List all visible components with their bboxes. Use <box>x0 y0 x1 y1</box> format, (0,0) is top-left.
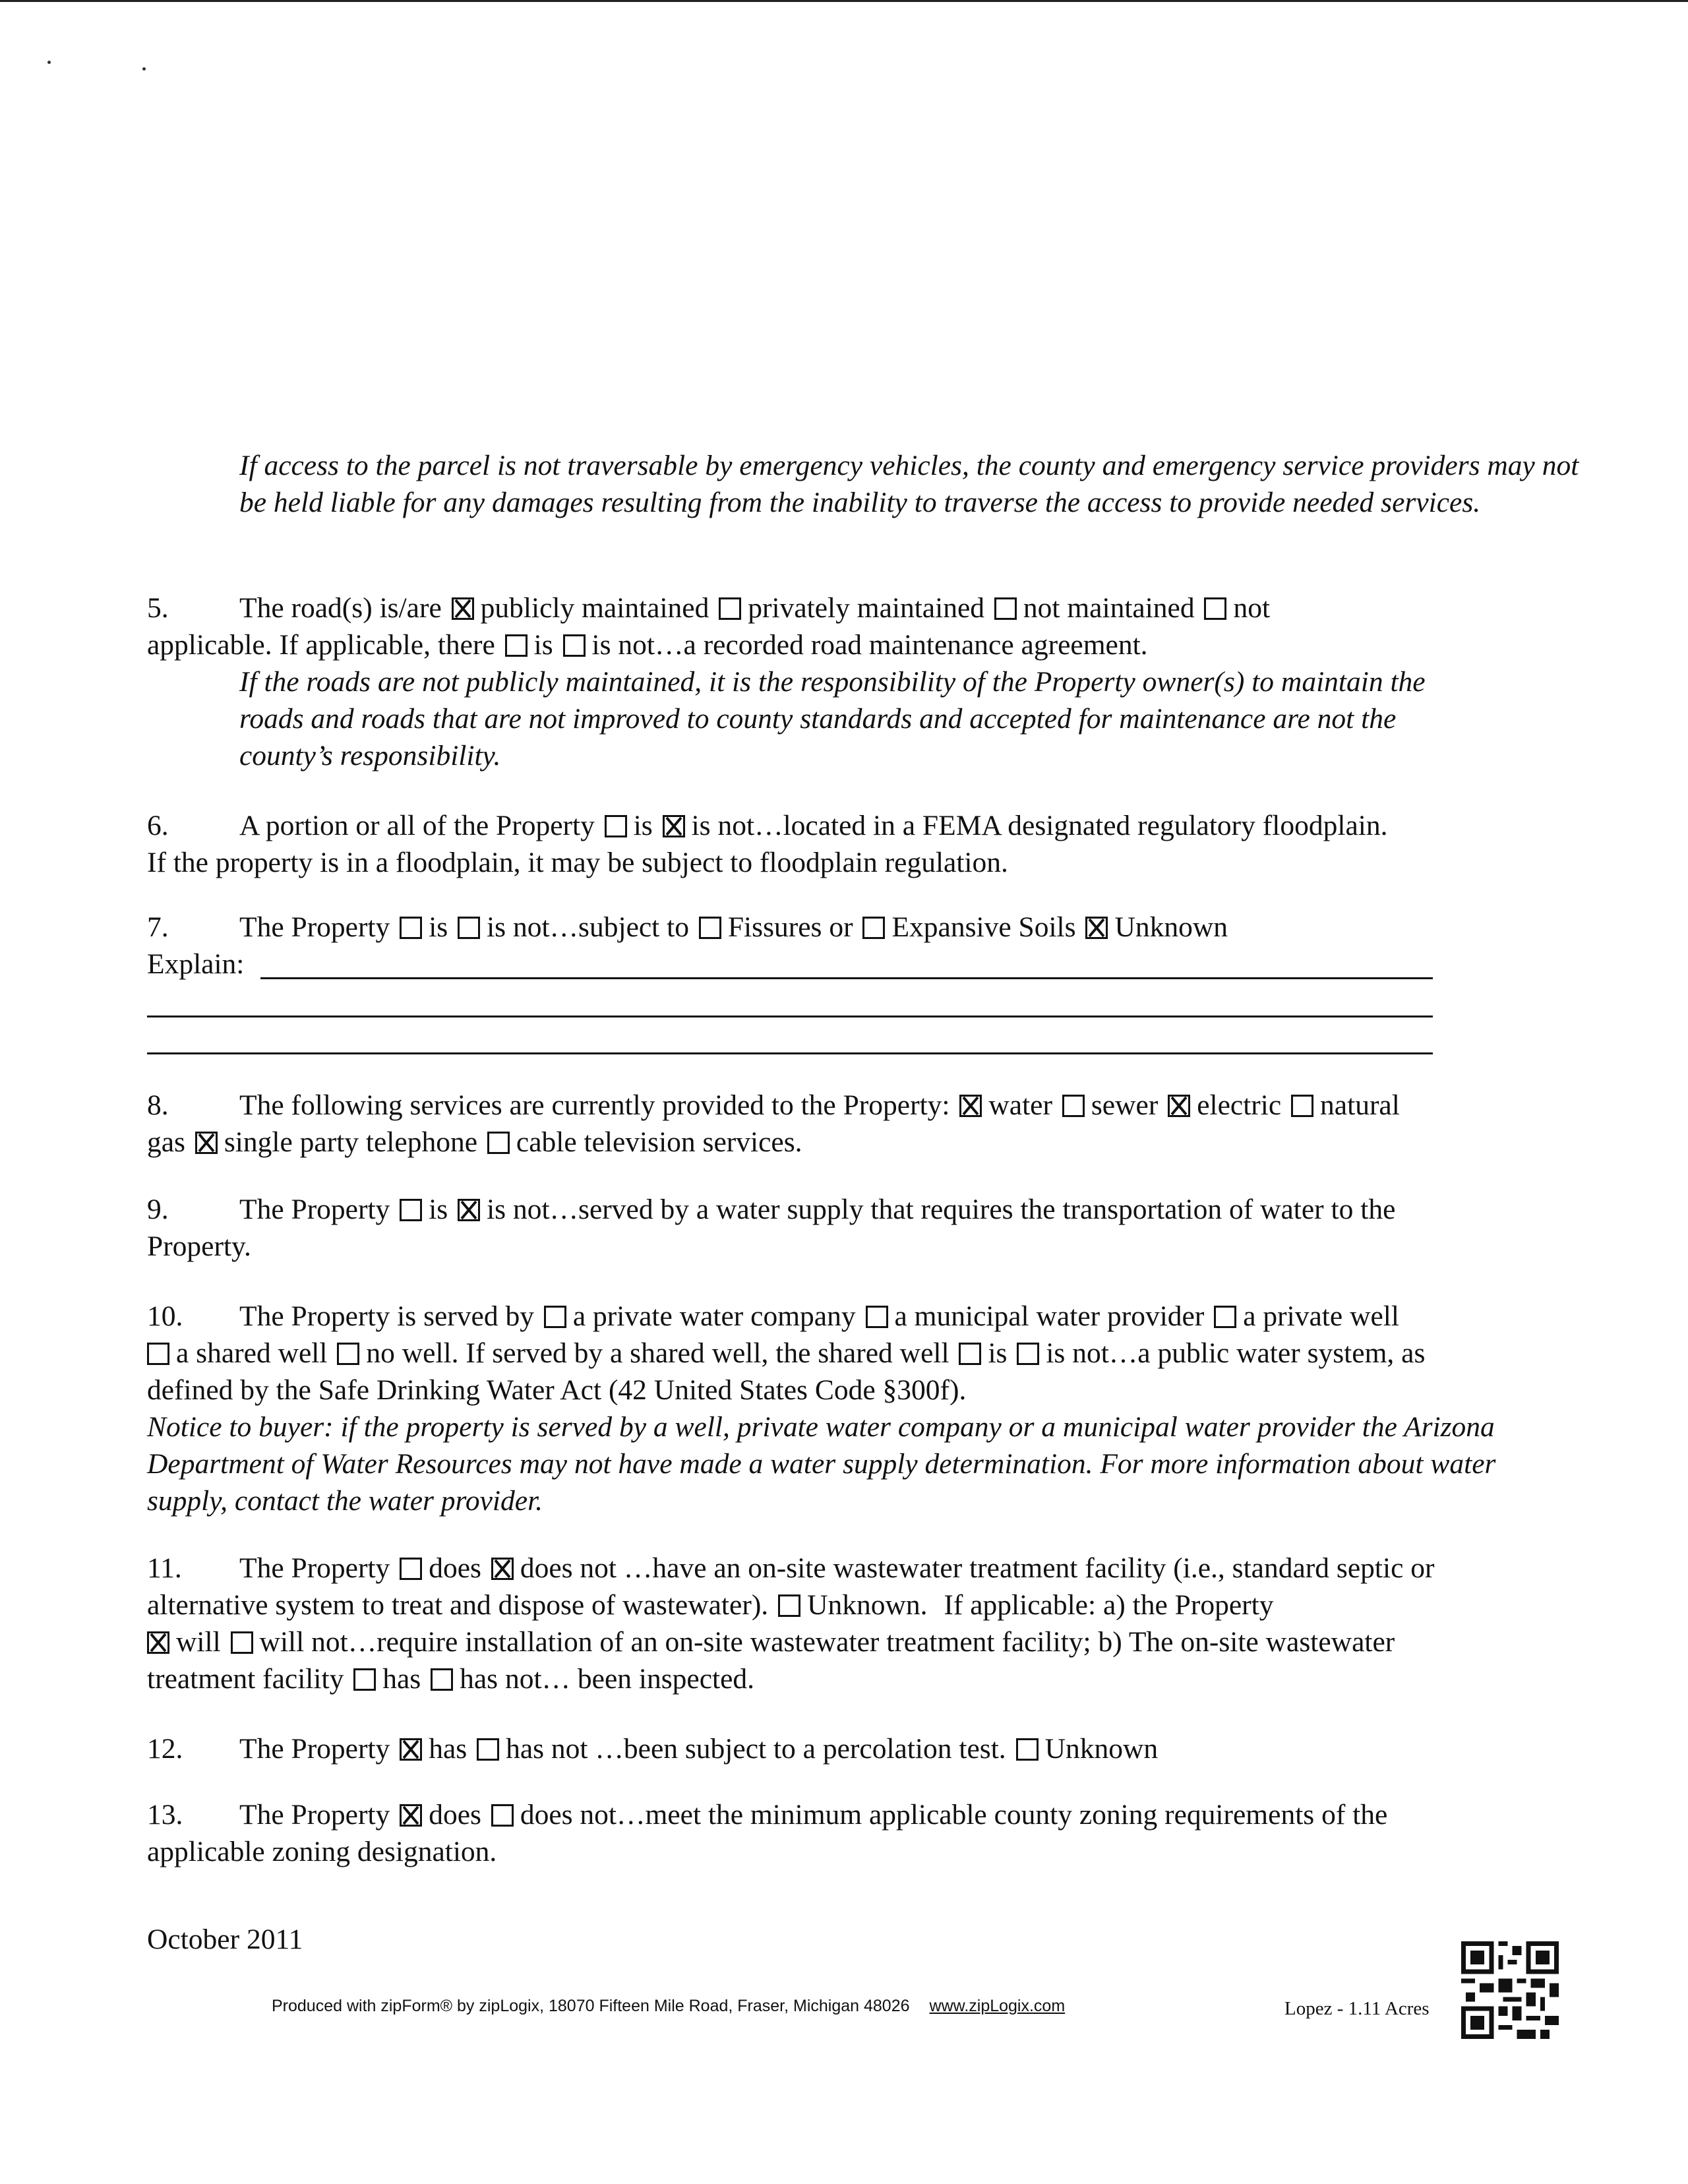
qr-code-icon <box>1461 1941 1559 2039</box>
item-12 <box>147 1730 1584 1767</box>
item-lead: The Property <box>239 1552 390 1584</box>
item-10 <box>147 1298 1584 1519</box>
sewer-service-checkbox[interactable] <box>1062 1095 1085 1117</box>
wastewater-unknown-checkbox[interactable] <box>778 1594 800 1617</box>
option-label: is not…subject to <box>487 911 689 943</box>
item-number: 11. <box>147 1552 182 1584</box>
option-label: natural <box>1320 1089 1400 1121</box>
option-label: does <box>429 1799 481 1831</box>
percolation-has-not-checkbox[interactable] <box>477 1738 499 1761</box>
item-text: Property. <box>147 1230 251 1262</box>
agreement-is-not-checkbox[interactable] <box>563 634 586 657</box>
water-transport-is-checkbox[interactable] <box>400 1199 422 1221</box>
floodplain-is-checkbox[interactable] <box>605 815 627 837</box>
option-label: is not…a public water system, as <box>1046 1337 1426 1369</box>
item-text: If the property is in a floodplain, it may be subject to floodplain regulation. <box>147 847 1008 878</box>
document-name: Lopez - 1.11 Acres <box>1284 1998 1430 2019</box>
form-date: October 2011 <box>147 1924 303 1955</box>
option-label: not <box>1233 592 1271 624</box>
item-lead: A portion or all of the Property <box>239 810 595 841</box>
shared-well-checkbox[interactable] <box>147 1343 169 1365</box>
option-label: Unknown. <box>807 1589 928 1621</box>
item-lead: The Property <box>239 1799 390 1831</box>
soils-is-not-checkbox[interactable] <box>458 917 480 939</box>
item-7 <box>147 909 1584 983</box>
option-label: water <box>988 1089 1052 1121</box>
item-text: applicable. If applicable, there <box>147 629 495 661</box>
telephone-service-checkbox[interactable] <box>195 1132 218 1154</box>
item-lead: The road(s) is/are <box>239 592 442 624</box>
item-lead: The Property is served by <box>239 1300 534 1332</box>
produced-by-text: Produced with zipForm® by zipLogix, 18070 Fifteen Mile Road, Fraser, Michigan 48026 <box>272 1997 910 2015</box>
option-label: electric <box>1197 1089 1282 1121</box>
municipal-water-checkbox[interactable] <box>866 1306 888 1328</box>
explain-line[interactable] <box>147 1016 1433 1017</box>
inspected-has-checkbox[interactable] <box>353 1668 376 1691</box>
option-label: has not… been inspected. <box>460 1663 755 1695</box>
option-label: Unknown <box>1044 1733 1159 1765</box>
option-label: does not …have an on-site wastewater treatment facility (i.e., standard septic or <box>520 1552 1435 1584</box>
publicly-maintained-checkbox[interactable] <box>452 597 474 620</box>
natural-gas-checkbox[interactable] <box>1291 1095 1313 1117</box>
option-label: single party telephone <box>224 1126 478 1158</box>
no-well-checkbox[interactable] <box>337 1343 359 1365</box>
option-label: is <box>429 1194 448 1225</box>
item-text: gas <box>147 1126 185 1158</box>
explain-label: Explain: <box>147 948 245 980</box>
agreement-is-checkbox[interactable] <box>505 634 528 657</box>
item-number: 13. <box>147 1799 183 1831</box>
option-label: is not…located in a FEMA designated regulatory floodplain. <box>691 810 1388 841</box>
water-supply-notice: Notice to buyer: if the property is served by a well, private water company or a municipal water provider the Arizona Department of Water Resources may not have made a water supply determination. For more information about water supply, contact the water provider. <box>147 1411 1496 1517</box>
item-13 <box>147 1796 1584 1870</box>
expansive-soils-checkbox[interactable] <box>862 917 885 939</box>
item-number: 12. <box>147 1733 183 1765</box>
option-label: is <box>429 911 448 943</box>
item-text: defined by the Safe Drinking Water Act (42 United States Code §300f). <box>147 1374 967 1406</box>
option-label: does <box>429 1552 481 1584</box>
item-text: applicable zoning designation. <box>147 1836 497 1867</box>
item-number: 6. <box>147 810 169 841</box>
option-label: cable television services. <box>516 1126 802 1158</box>
wastewater-does-checkbox[interactable] <box>400 1558 422 1580</box>
option-label: a private water company <box>572 1300 856 1332</box>
cable-service-checkbox[interactable] <box>487 1132 510 1154</box>
fissures-checkbox[interactable] <box>699 917 721 939</box>
option-label: a shared well <box>176 1337 328 1369</box>
item-lead: The Property <box>239 1733 390 1765</box>
item-lead: The following services are currently provided to the Property: <box>239 1089 950 1121</box>
item-5 <box>147 590 1584 774</box>
installation-will-not-checkbox[interactable] <box>231 1631 253 1654</box>
item-8 <box>147 1087 1584 1161</box>
scan-speck <box>47 61 51 64</box>
public-system-is-not-checkbox[interactable] <box>1017 1343 1039 1365</box>
water-service-checkbox[interactable] <box>959 1095 982 1117</box>
option-label: privately maintained <box>748 592 984 624</box>
floodplain-is-not-checkbox[interactable] <box>663 815 685 837</box>
electric-service-checkbox[interactable] <box>1168 1095 1190 1117</box>
option-label: a private well <box>1243 1300 1399 1332</box>
option-label: is <box>533 629 553 661</box>
top-border-line <box>0 0 1688 2</box>
wastewater-does-not-checkbox[interactable] <box>491 1558 514 1580</box>
option-label: does not…meet the minimum applicable county zoning requirements of the <box>520 1799 1388 1831</box>
zoning-does-not-checkbox[interactable] <box>491 1804 514 1827</box>
option-label: a municipal water provider <box>894 1300 1205 1332</box>
option-label: Fissures or <box>727 911 853 943</box>
public-system-is-checkbox[interactable] <box>959 1343 981 1365</box>
option-label: no well. If served by a shared well, the shared well <box>366 1337 950 1369</box>
item-9 <box>147 1191 1584 1265</box>
item-lead: The Property <box>239 911 390 943</box>
option-label: Expansive Soils <box>891 911 1076 943</box>
option-label: has <box>382 1663 421 1695</box>
installation-will-checkbox[interactable] <box>147 1631 169 1654</box>
item-number: 9. <box>147 1194 169 1225</box>
not-maintained-checkbox[interactable] <box>994 597 1017 620</box>
option-label: Unknown <box>1114 911 1228 943</box>
zoning-does-checkbox[interactable] <box>400 1804 422 1827</box>
explain-line[interactable] <box>147 1052 1433 1054</box>
item-number: 5. <box>147 592 169 624</box>
ziplogix-link[interactable]: www.zipLogix.com <box>929 1997 1066 2015</box>
item-11 <box>147 1550 1584 1697</box>
option-label: has <box>429 1733 467 1765</box>
item-number: 10. <box>147 1300 183 1332</box>
percolation-has-checkbox[interactable] <box>400 1738 422 1761</box>
item-text: treatment facility <box>147 1663 344 1695</box>
privately-maintained-checkbox[interactable] <box>719 597 741 620</box>
option-label: will not…require installation of an on-site wastewater treatment facility; b) The on-site wastewater <box>259 1626 1395 1658</box>
option-label: is <box>988 1337 1008 1369</box>
item-text: alternative system to treat and dispose of wastewater). <box>147 1589 769 1621</box>
soils-is-checkbox[interactable] <box>400 917 422 939</box>
emergency-access-note: If access to the parcel is not traversable by emergency vehicles, the county and emergency service providers may not be held liable for any damages resulting from the inability to traverse the access to provide needed services. <box>239 450 1579 518</box>
option-label: is <box>633 810 653 841</box>
private-well-checkbox[interactable] <box>1214 1306 1236 1328</box>
soils-unknown-checkbox[interactable] <box>1085 917 1108 939</box>
item-text: If applicable: a) the Property <box>944 1589 1274 1621</box>
option-label: sewer <box>1091 1089 1159 1121</box>
item-lead: The Property <box>239 1194 390 1225</box>
private-water-company-checkbox[interactable] <box>544 1306 566 1328</box>
not-applicable-checkbox[interactable] <box>1204 597 1226 620</box>
road-maintenance-note: If the roads are not publicly maintained, it is the responsibility of the Property owner(s) to maintain the roads and roads that are not improved to county standards and accepted for maintenance are not the county’s responsibility. <box>239 666 1426 772</box>
option-label: will <box>176 1626 221 1658</box>
inspected-has-not-checkbox[interactable] <box>431 1668 453 1691</box>
water-transport-is-not-checkbox[interactable] <box>458 1199 480 1221</box>
item-number: 8. <box>147 1089 169 1121</box>
percolation-unknown-checkbox[interactable] <box>1016 1738 1039 1761</box>
option-label: is not…served by a water supply that requires the transportation of water to the <box>487 1194 1396 1225</box>
scan-speck <box>142 67 146 71</box>
option-label: publicly maintained <box>480 592 709 624</box>
option-label: not maintained <box>1023 592 1195 624</box>
produced-by-line <box>272 1997 1065 2016</box>
option-label: has not …been subject to a percolation test. <box>506 1733 1006 1765</box>
item-6 <box>147 807 1584 881</box>
option-label: is not…a recorded road maintenance agreement. <box>591 629 1148 661</box>
item-number: 7. <box>147 911 169 943</box>
explain-line[interactable] <box>260 977 1433 979</box>
